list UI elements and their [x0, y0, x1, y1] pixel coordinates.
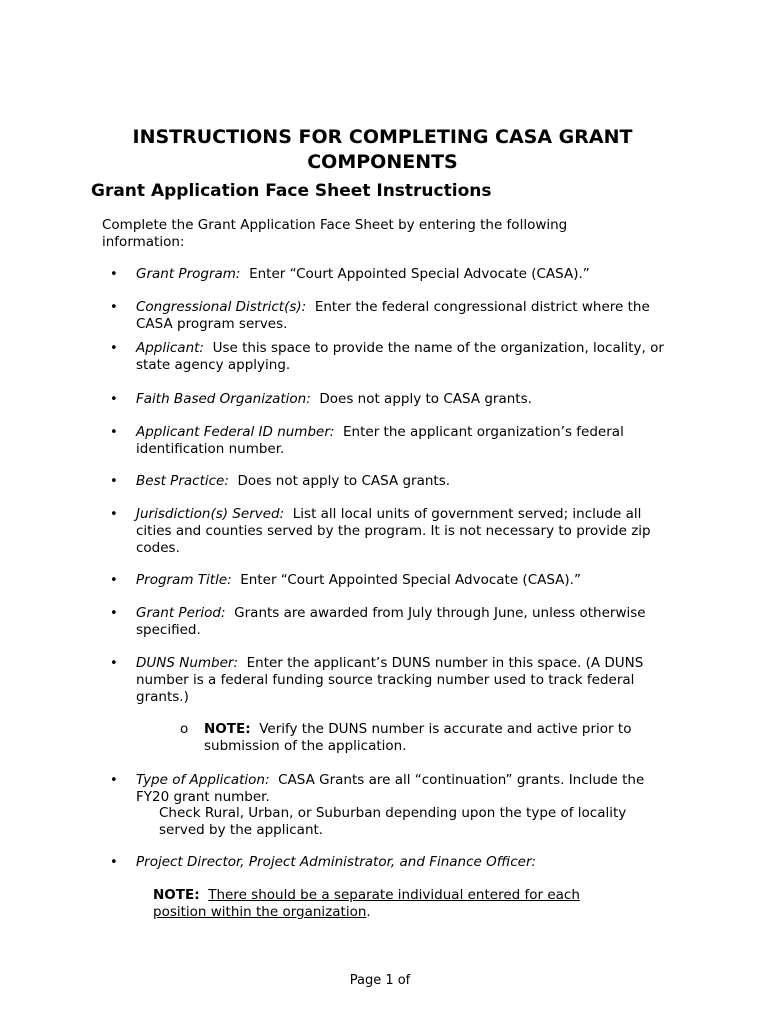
- item-text: Enter the applicant’s DUNS number in this space. (A DUNS number is a federal funding source tracking number used to track federal grants.): [136, 655, 644, 705]
- bullet-icon: •: [110, 392, 118, 407]
- item-text: CASA Grants are all “continuation” grants. Include the FY20 grant number.: [136, 772, 645, 805]
- item-text: Enter the applicant organization’s federal identification number.: [136, 424, 624, 457]
- item-label: Best Practice:: [136, 473, 229, 489]
- bullet-icon: •: [110, 341, 118, 356]
- item-label: DUNS Number:: [136, 655, 239, 671]
- item-label: Type of Application:: [136, 772, 270, 788]
- note-label: NOTE:: [204, 721, 251, 737]
- item-text: List all local units of government served; include all cities and counties served by the program. It is not necessary to provide zip codes.: [136, 506, 651, 556]
- item-label: Congressional District(s):: [136, 299, 307, 315]
- bullet-icon: •: [110, 606, 118, 621]
- item-label: Applicant:: [136, 340, 204, 356]
- bullet-icon: •: [110, 773, 118, 788]
- list-item-project-director: [110, 854, 666, 871]
- intro-paragraph: Complete the Grant Application Face Sheet by entering the following information:: [102, 217, 568, 250]
- section-heading: Grant Application Face Sheet Instructions: [91, 181, 492, 201]
- list-item-congressional-district: [110, 299, 666, 333]
- position-note: [153, 887, 603, 921]
- list-item-federal-id: [110, 424, 666, 458]
- locality-instructions: Check Rural, Urban, or Suburban depending upon the type of locality served by the applicant.: [159, 805, 627, 838]
- item-label: Project Director, Project Administrator, and Finance Officer:: [136, 854, 537, 870]
- item-label: Jurisdiction(s) Served:: [136, 506, 285, 522]
- item-text: Use this space to provide the name of the organization, locality, or state agency applying.: [136, 340, 664, 373]
- duns-note: [180, 721, 654, 755]
- item-label: Applicant Federal ID number:: [136, 424, 335, 440]
- list-item-duns-number: [110, 655, 666, 706]
- document-title: INSTRUCTIONS FOR COMPLETING CASA GRANT COMPONENTS: [132, 126, 633, 173]
- page-footer: Page 1 of: [349, 973, 411, 988]
- list-item-jurisdiction: [110, 506, 666, 557]
- note-label: NOTE:: [153, 887, 200, 903]
- list-item-applicant: [110, 340, 666, 374]
- list-item-grant-program: [110, 266, 666, 283]
- item-label: Program Title:: [136, 572, 232, 588]
- item-text: Enter “Court Appointed Special Advocate (CASA).”: [240, 572, 581, 588]
- bullet-icon: •: [110, 507, 118, 522]
- bullet-icon: •: [110, 656, 118, 671]
- list-item-faith-based: [110, 391, 666, 408]
- item-text: Does not apply to CASA grants.: [319, 391, 532, 407]
- note-text: Verify the DUNS number is accurate and active prior to submission of the application.: [204, 721, 632, 754]
- bullet-icon: •: [110, 573, 118, 588]
- note-text: There should be a separate individual entered for each position within the organization: [153, 887, 580, 920]
- item-label: Grant Program:: [136, 266, 241, 282]
- item-text: Grants are awarded from July through June, unless otherwise specified.: [136, 605, 646, 638]
- bullet-icon: •: [110, 267, 118, 282]
- item-label: Faith Based Organization:: [136, 391, 311, 407]
- circle-bullet-icon: o: [180, 721, 189, 737]
- bullet-icon: •: [110, 300, 118, 315]
- item-text: Enter “Court Appointed Special Advocate (CASA).”: [249, 266, 590, 282]
- item-text: Enter the federal congressional district where the CASA program serves.: [136, 299, 650, 332]
- bullet-icon: •: [110, 474, 118, 489]
- list-item-grant-period: [110, 605, 666, 639]
- bullet-icon: •: [110, 855, 118, 870]
- list-item-program-title: [110, 572, 666, 589]
- item-text: Does not apply to CASA grants.: [237, 473, 451, 489]
- bullet-icon: •: [110, 425, 118, 440]
- list-item-best-practice: [110, 473, 666, 490]
- note-end: .: [366, 904, 371, 920]
- item-label: Grant Period:: [136, 605, 226, 621]
- list-item-type-of-application: [110, 772, 666, 806]
